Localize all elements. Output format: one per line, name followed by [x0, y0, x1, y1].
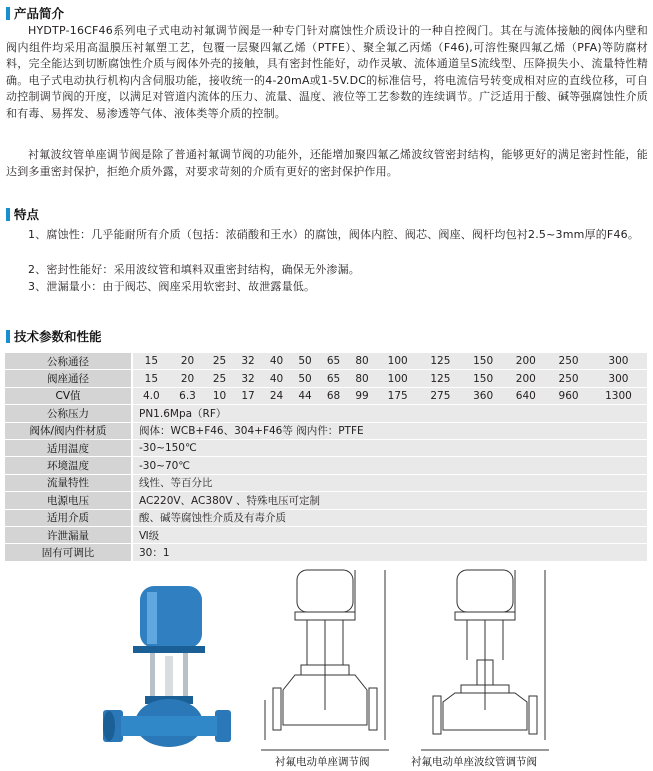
- spec-value: 150: [462, 353, 505, 370]
- spec-label: 环境温度: [5, 457, 132, 474]
- spec-value: 80: [348, 370, 377, 387]
- tech-title: 技术参数和性能: [14, 329, 102, 344]
- spec-value: 80: [348, 353, 377, 370]
- spec-value: 阀体：WCB+F46、304+F46等 阀内件：PTFE: [132, 422, 647, 439]
- features-heading: [6, 206, 39, 222]
- spec-value: 99: [348, 387, 377, 404]
- spec-value: 360: [462, 387, 505, 404]
- heading-marker: [6, 7, 10, 20]
- spec-value: 960: [547, 387, 590, 404]
- spec-value: 68: [319, 387, 348, 404]
- spec-row: [5, 544, 647, 561]
- tech-heading: [6, 328, 102, 344]
- spec-row: [5, 387, 647, 404]
- spec-label: 公称通径: [5, 353, 132, 370]
- spec-value: AC220V、AC380V 、特殊电压可定制: [132, 492, 647, 509]
- spec-value: 275: [419, 387, 462, 404]
- spec-value: 4.0: [132, 387, 170, 404]
- spec-value: 1300: [590, 387, 647, 404]
- spec-value: 20: [170, 370, 206, 387]
- spec-value: 250: [547, 353, 590, 370]
- intro-paragraph-1: HYDTP-16CF46系列电子式电动衬氟调节阀是一种专门针对腐蚀性介质设计的一种自控阀门。其在与流体接触的阀体内壁和阀内组件均采用高温膜压衬氟塑工艺，包覆一层聚四氟乙烯（PTFE）、聚全氟乙丙烯（F46),可溶性聚四氟乙烯（PFA)等防腐材料，完全能达到切断腐蚀性介质与阀体外壳的接触，具有密封性能好，动作灵敏、流体通道呈S流线型、压降损失小、流量特性精确。电子式电动执行机构内含伺服功能，接收统一的4-20mA或1-5V.DC的标准信号，将电流信号转变成相对应的直线位移，可自动控制调节阀的开度，以满足对管道内流体的压力、流量、温度、液位等工艺参数的连续调节。广泛适用于酸、碱等强腐蚀性介质和有毒、易挥发、易渗透等气体、液体类等介质的控制。: [6, 24, 648, 120]
- spec-label: 固有可调比: [5, 544, 132, 561]
- spec-value: 30：1: [132, 544, 647, 561]
- feature-item-1: 1、腐蚀性：几乎能耐所有介质（包括：浓硝酸和王水）的腐蚀，阀体内腔、阀芯、阀座、阀杆均包衬2.5~3mm厚的F46。: [28, 228, 640, 241]
- spec-value: 10: [205, 387, 234, 404]
- spec-table: [5, 353, 647, 562]
- spec-row: [5, 422, 647, 439]
- spec-value: 50: [291, 353, 320, 370]
- spec-value: 200: [504, 370, 547, 387]
- spec-label: 许泄漏量: [5, 526, 132, 543]
- figure-caption-2: 衬氟电动单座波纹管调节阀: [411, 756, 537, 768]
- spec-value: 20: [170, 353, 206, 370]
- spec-label: 阀座通径: [5, 370, 132, 387]
- spec-label: 公称压力: [5, 405, 132, 422]
- spec-value: 17: [234, 387, 263, 404]
- spec-value: 40: [262, 353, 291, 370]
- intro-title: 产品简介: [14, 6, 65, 21]
- spec-value: 50: [291, 370, 320, 387]
- spec-label: 适用介质: [5, 509, 132, 526]
- spec-value: 线性、等百分比: [132, 474, 647, 491]
- spec-value: 100: [376, 353, 419, 370]
- spec-value: 300: [590, 370, 647, 387]
- spec-value: 125: [419, 370, 462, 387]
- spec-value: 250: [547, 370, 590, 387]
- intro-heading: [6, 5, 64, 21]
- features-title: 特点: [14, 207, 40, 222]
- spec-value: 65: [319, 370, 348, 387]
- spec-value: 酸、碱等腐蚀性介质及有毒介质: [132, 509, 647, 526]
- spec-value: 25: [205, 370, 234, 387]
- valve-photo: [85, 578, 235, 753]
- spec-value: 200: [504, 353, 547, 370]
- spec-value: 15: [132, 370, 170, 387]
- heading-marker: [6, 208, 10, 221]
- intro-paragraph-2: 衬氟波纹管单座调节阀是除了普通衬氟调节阀的功能外，还能增加聚四氟乙烯波纹管密封结构，能够更好的满足密封性能，能达到多重密封保护，拒绝介质外露，对要求苛刻的介质有更好的密封保护作用。: [6, 148, 648, 178]
- spec-value: 6.3: [170, 387, 206, 404]
- spec-row: [5, 405, 647, 422]
- feature-item-2: 2、密封性能好：采用波纹管和填料双重密封结构，确保无外渗漏。: [28, 263, 360, 276]
- spec-value: 32: [234, 353, 263, 370]
- spec-value: 65: [319, 353, 348, 370]
- spec-value: 15: [132, 353, 170, 370]
- spec-row: [5, 353, 647, 370]
- spec-row: [5, 509, 647, 526]
- spec-label: 适用温度: [5, 439, 132, 456]
- spec-value: 24: [262, 387, 291, 404]
- spec-label: 电源电压: [5, 492, 132, 509]
- heading-marker: [6, 330, 10, 343]
- spec-value: 44: [291, 387, 320, 404]
- figure-caption-1: 衬氟电动单座调节阀: [275, 756, 370, 768]
- feature-item-3: 3、泄漏量小：由于阀芯、阀座采用软密封、故泄露量低。: [28, 280, 316, 293]
- spec-row: [5, 492, 647, 509]
- spec-value: -30~70℃: [132, 457, 647, 474]
- spec-value: 25: [205, 353, 234, 370]
- valve-drawing-1: [255, 560, 405, 755]
- spec-value: Ⅵ级: [132, 526, 647, 543]
- spec-row: [5, 439, 647, 456]
- spec-value: 32: [234, 370, 263, 387]
- spec-value: 300: [590, 353, 647, 370]
- spec-value: PN1.6Mpa（RF）: [132, 405, 647, 422]
- spec-value: 640: [504, 387, 547, 404]
- spec-value: -30~150℃: [132, 439, 647, 456]
- valve-drawing-2: [415, 560, 565, 755]
- spec-label: 流量特性: [5, 474, 132, 491]
- spec-value: 100: [376, 370, 419, 387]
- spec-row: [5, 457, 647, 474]
- spec-value: 40: [262, 370, 291, 387]
- spec-row: [5, 370, 647, 387]
- spec-value: 150: [462, 370, 505, 387]
- spec-value: 175: [376, 387, 419, 404]
- spec-label: CV值: [5, 387, 132, 404]
- spec-row: [5, 526, 647, 543]
- spec-value: 125: [419, 353, 462, 370]
- spec-row: [5, 474, 647, 491]
- spec-label: 阀体/阀内件材质: [5, 422, 132, 439]
